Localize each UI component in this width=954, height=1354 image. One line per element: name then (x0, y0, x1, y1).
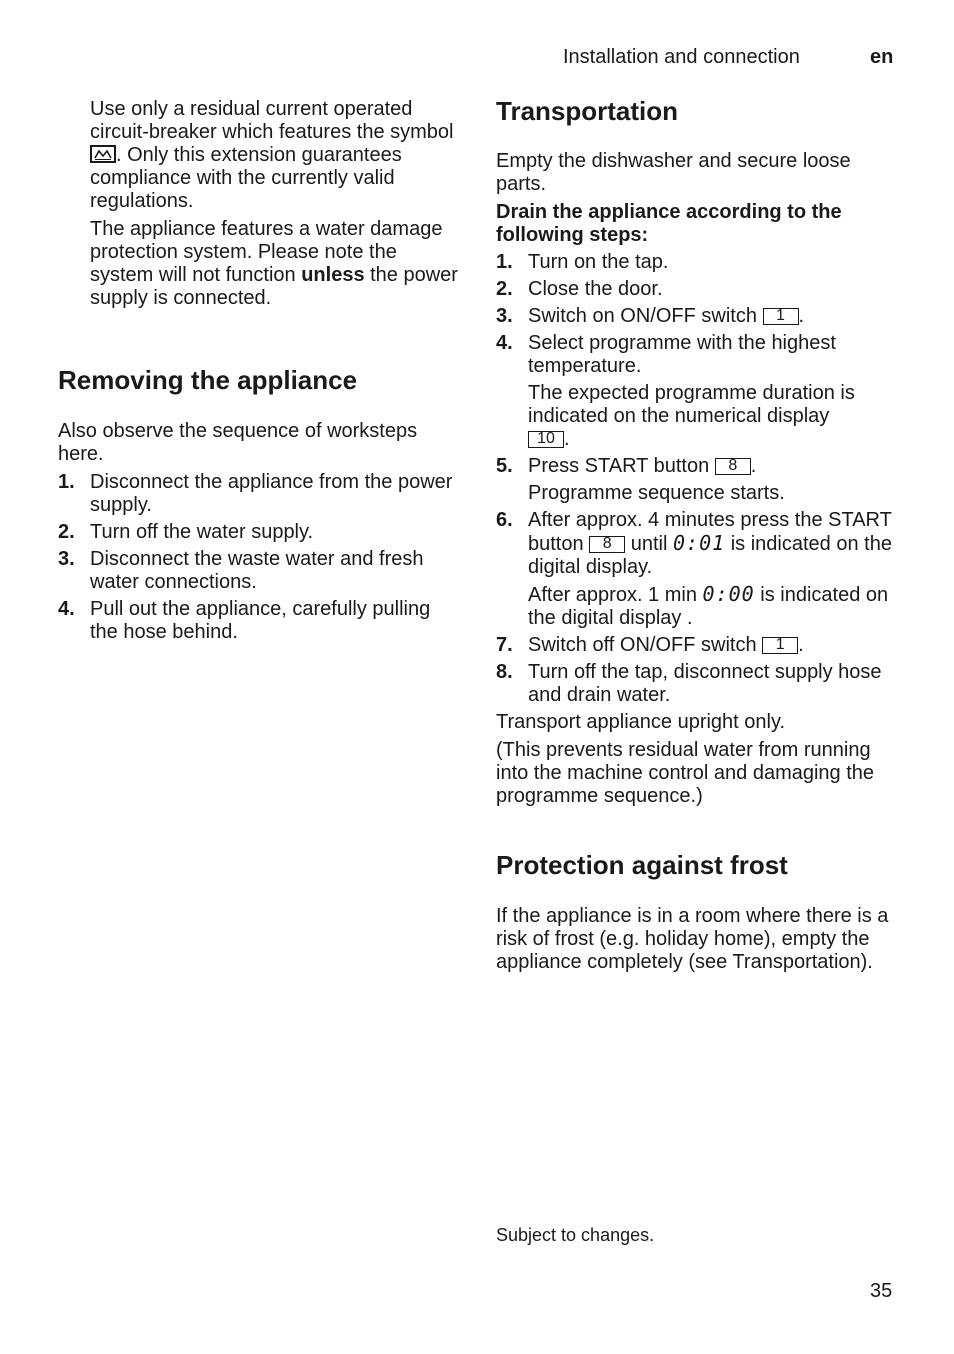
digital-display-value: 0:01 (673, 531, 726, 555)
step-number: 1. (58, 471, 75, 493)
step-number: 3. (496, 305, 513, 327)
step-text: Turn off the tap, disconnect supply hose and drain water. (528, 661, 882, 706)
step-number: 8. (496, 661, 513, 683)
water-protection-text-b: the power supply is connected. (90, 264, 458, 309)
step-text: Close the door. (528, 278, 663, 300)
step-text: is indicated on the digital display. (528, 533, 892, 578)
step-text: Pull out the appliance, carefully pulling the hose behind. (90, 598, 431, 643)
transportation-intro: Empty the dishwasher and secure loose parts. (496, 150, 851, 195)
step-text: until (630, 533, 668, 555)
step-number: 4. (496, 332, 513, 354)
transportation-section (496, 96, 896, 813)
rcd-note-text-a: Use only a residual current operated circuit-breaker which features the symbol (90, 98, 454, 143)
step-text: Switch on ON/OFF switch (528, 305, 757, 327)
list-item (496, 251, 896, 274)
rcd-note-text-b: . Only this extension guarantees compliance with the currently valid regulations. (90, 144, 402, 212)
rcd-note (90, 98, 462, 213)
list-item (496, 661, 896, 707)
step-text: Disconnect the appliance from the power supply. (90, 471, 453, 516)
step-number: 3. (58, 548, 75, 570)
step-number: 5. (496, 455, 513, 477)
step-number: 2. (496, 278, 513, 300)
list-item (496, 332, 896, 451)
list-item (496, 278, 896, 301)
step-note (528, 583, 896, 630)
list-item: 5. Press START button 8 . Programme sequence starts. (496, 455, 896, 505)
on-off-switch-key: 1 (763, 308, 799, 325)
step-note-text: After approx. 1 min (528, 584, 697, 606)
step-number: 6. (496, 509, 513, 531)
on-off-switch-key: 1 (762, 637, 798, 654)
drain-steps-heading: Drain the appliance according to the following steps: (496, 201, 842, 246)
frost-text: If the appliance is in a room where there is a risk of frost (e.g. holiday home), empty the appliance completely (see Transportation). (496, 905, 889, 973)
step-text: Disconnect the waste water and fresh water connections. (90, 548, 424, 593)
list-item (58, 598, 462, 644)
page-number: 35 (870, 1280, 893, 1302)
step-number: 4. (58, 598, 75, 620)
step-number: 2. (58, 521, 75, 543)
step-note-text: is indicated on the digital display . (528, 584, 889, 629)
list-item (58, 548, 462, 594)
frost-section (496, 850, 896, 979)
transportation-title: Transportation (496, 96, 679, 126)
step-number: 7. (496, 634, 513, 656)
numerical-display-key: 10 (528, 431, 564, 448)
list-item: 7. Switch off ON/OFF switch 1 . (496, 634, 804, 656)
step-text: After approx. 4 minutes press the START button (528, 509, 892, 555)
transport-upright-note: Transport appliance upright only. (496, 711, 786, 733)
water-protection-note (90, 218, 462, 310)
step-note: The expected programme duration is indicated on the numerical display 10 . (528, 382, 855, 450)
removing-steps (58, 471, 462, 644)
list-item (58, 521, 462, 544)
water-protection-emphasis: unless (301, 264, 365, 286)
removing-section (58, 365, 462, 648)
removing-intro: Also observe the sequence of worksteps here. (58, 420, 418, 465)
step-number: 1. (496, 251, 513, 273)
step-text: Switch off ON/OFF switch (528, 634, 757, 656)
water-protection-text-a: The appliance features a water damage protection system. Please note the system will not function (90, 218, 443, 286)
list-item (496, 509, 896, 630)
footer-note: Subject to changes. (496, 1225, 655, 1245)
step-text: Turn off the water supply. (90, 521, 314, 543)
intro-notes (90, 98, 462, 315)
running-header-language: en (870, 46, 894, 68)
step-text: Turn on the tap. (528, 251, 669, 273)
transport-reason-note: (This prevents residual water from running into the machine control and damaging the programme sequence.) (496, 739, 875, 807)
residual-current-symbol-icon (90, 145, 116, 163)
start-button-key: 8 (715, 458, 751, 475)
list-item: 3. Switch on ON/OFF switch 1 . (496, 305, 805, 327)
running-header-section: Installation and connection (563, 46, 800, 68)
start-button-key: 8 (589, 536, 625, 553)
step-note-text: The expected programme duration is indicated on the numerical display (528, 382, 855, 427)
removing-title: Removing the appliance (58, 365, 358, 395)
step-text: Select programme with the highest temperature. (528, 332, 836, 377)
list-item (58, 471, 462, 517)
drain-steps (496, 251, 896, 707)
digital-display-value: 0:00 (702, 582, 755, 606)
step-text: Press START button (528, 455, 710, 477)
frost-title: Protection against frost (496, 850, 788, 880)
step-note: Programme sequence starts. (528, 482, 785, 504)
